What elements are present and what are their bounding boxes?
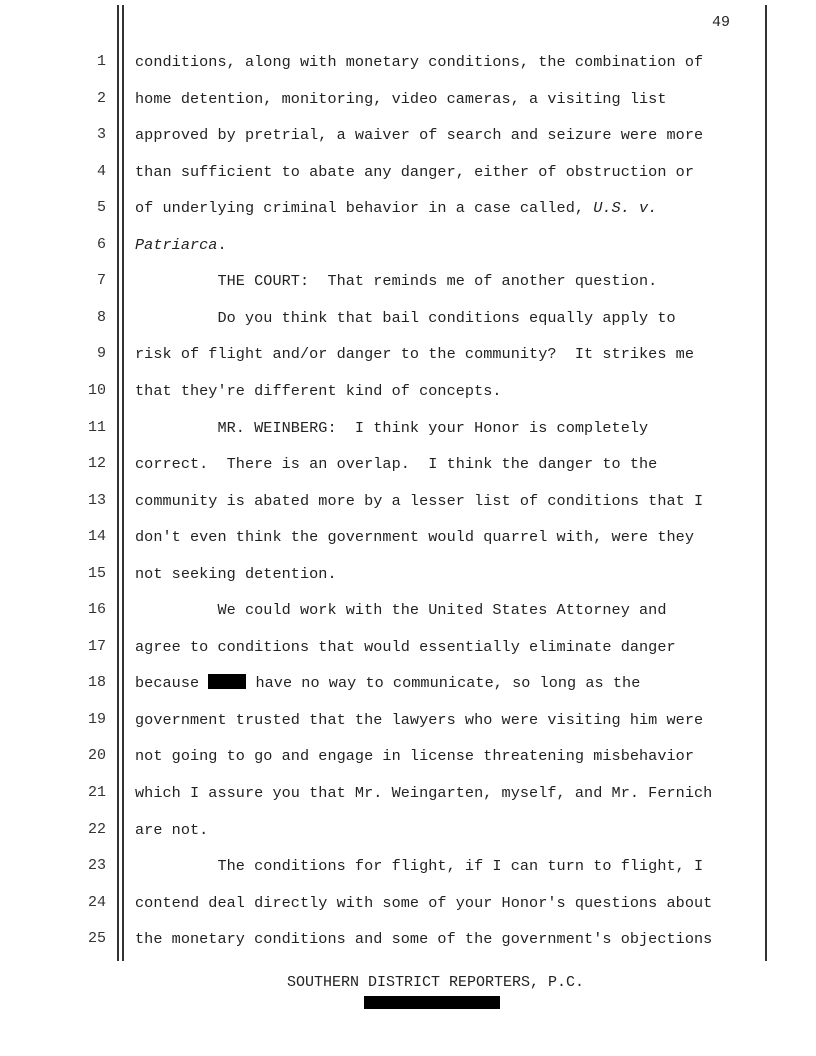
- transcript-line: [135, 711, 703, 729]
- transcript-line: [135, 492, 703, 510]
- line-text: than sufficient to abate any danger, either of obstruction or: [135, 162, 695, 181]
- line-number: 9: [96, 345, 106, 363]
- line-text: are not.: [135, 820, 209, 839]
- transcript-line: [135, 345, 694, 363]
- line-number: 11: [87, 418, 106, 436]
- transcript-line: [135, 894, 712, 912]
- transcript-line: [135, 309, 676, 327]
- line-text: community is abated more by a lesser list of conditions that I: [135, 491, 704, 510]
- line-number: 4: [96, 162, 106, 180]
- line-number: 8: [96, 308, 106, 326]
- line-text-continued: have no way to communicate, so long as the: [246, 674, 641, 693]
- page-number: 49: [711, 14, 730, 31]
- left-margin-rule-outer: [117, 5, 119, 961]
- transcript-line: [135, 126, 703, 144]
- footer: [0, 974, 816, 991]
- line-number: 15: [87, 564, 106, 582]
- transcript-line: [135, 857, 703, 875]
- line-number: 25: [87, 930, 106, 948]
- line-text: The conditions for flight, if I can turn to flight, I: [135, 857, 704, 876]
- transcript-line: [135, 163, 694, 181]
- case-citation: Patriarca: [135, 235, 218, 254]
- line-number: 2: [96, 89, 106, 107]
- line-text-continued: .: [217, 235, 227, 254]
- line-text: the monetary conditions and some of the government's objections: [135, 930, 713, 949]
- line-number: 23: [87, 857, 106, 875]
- line-text: Do you think that bail conditions equally apply to: [135, 308, 676, 327]
- line-text: THE COURT: That reminds me of another question.: [135, 272, 658, 291]
- line-text: correct. There is an overlap. I think the danger to the: [135, 455, 658, 474]
- footer-redaction-bar: [364, 996, 500, 1009]
- line-number: 20: [87, 747, 106, 765]
- transcript-line: [135, 565, 337, 583]
- line-number: 1: [96, 53, 106, 70]
- transcript-line: [135, 930, 712, 948]
- line-text: government trusted that the lawyers who were visiting him were: [135, 710, 704, 729]
- transcript-line: [135, 236, 227, 254]
- line-text: not seeking detention.: [135, 564, 337, 583]
- line-number: 10: [87, 381, 106, 399]
- line-number: 6: [96, 235, 106, 253]
- case-citation: U.S. v.: [593, 199, 658, 218]
- transcript-line: [135, 601, 667, 619]
- line-number: 7: [96, 272, 106, 290]
- transcript-line: [135, 419, 648, 437]
- line-text: not going to go and engage in license threatening misbehavior: [135, 747, 695, 766]
- line-text: don't even think the government would quarrel with, were they: [135, 528, 695, 547]
- line-number: 17: [87, 637, 106, 655]
- footer-reporter-name: SOUTHERN DISTRICT REPORTERS, P.C.: [286, 974, 585, 991]
- line-text: risk of flight and/or danger to the community? It strikes me: [135, 345, 695, 364]
- line-text: agree to conditions that would essentially eliminate danger: [135, 637, 676, 656]
- line-text: conditions, along with monetary conditions, the combination of: [135, 53, 704, 71]
- line-number: 5: [96, 199, 106, 217]
- redaction-bar: [208, 674, 246, 689]
- line-number: 19: [87, 710, 106, 728]
- transcript-line: [135, 90, 667, 108]
- line-text: contend deal directly with some of your Honor's questions about: [135, 893, 713, 912]
- line-number: 12: [87, 455, 106, 473]
- transcript-line: [135, 747, 694, 765]
- transcript-line: [135, 53, 703, 71]
- transcript-line: [135, 272, 657, 290]
- right-margin-rule: [765, 5, 767, 961]
- line-number: 3: [96, 126, 106, 144]
- line-text: because: [135, 674, 209, 693]
- line-text: that they're different kind of concepts.: [135, 381, 502, 400]
- line-text: MR. WEINBERG: I think your Honor is completely: [135, 418, 649, 437]
- line-text: home detention, monitoring, video cameras, a visiting list: [135, 89, 667, 108]
- transcript-line: [135, 674, 640, 692]
- transcript-line: [135, 199, 657, 217]
- line-text: which I assure you that Mr. Weingarten, myself, and Mr. Fernich: [135, 784, 713, 802]
- line-number: 22: [87, 820, 106, 838]
- line-text: approved by pretrial, a waiver of search and seizure were more: [135, 126, 704, 145]
- transcript-line: [135, 528, 694, 546]
- line-number: 13: [87, 491, 106, 509]
- line-text: We could work with the United States Attorney and: [135, 601, 667, 620]
- line-number: 18: [87, 674, 106, 692]
- line-number: 24: [87, 893, 106, 911]
- line-number: 21: [87, 784, 106, 801]
- transcript-line: [135, 638, 676, 656]
- line-text: of underlying criminal behavior in a case called,: [135, 199, 594, 218]
- transcript-line: [135, 455, 657, 473]
- transcript-line: [135, 784, 712, 802]
- line-number: 16: [87, 601, 106, 619]
- transcript-line: [135, 821, 208, 839]
- transcript-line: [135, 382, 502, 400]
- line-number: 14: [87, 528, 106, 546]
- left-margin-rule-inner: [122, 5, 124, 961]
